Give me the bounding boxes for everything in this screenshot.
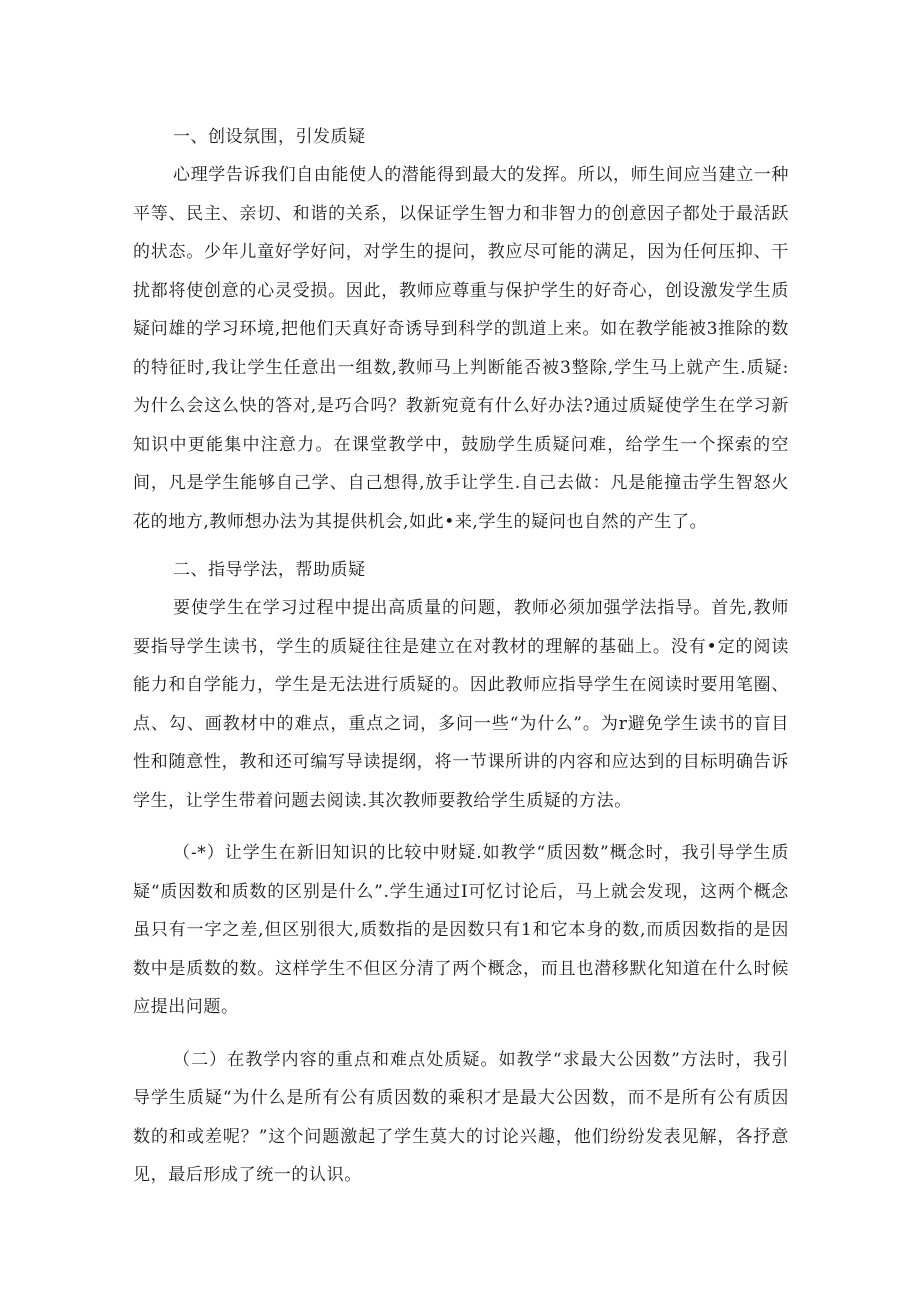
section-heading-2: 二、指导学法，帮助质疑 bbox=[173, 560, 366, 580]
spacer bbox=[133, 541, 789, 551]
section-2-paragraph-3: （二）在教学内容的重点和难点处质疑。如教学“求最大公因数”方法时，我引导学生质疑“为什么是所有公有质因数的乘积才是最大公因数，而不是所有公有质因数的和或差呢？”这个问题激起了学生莫大的讨论兴趣，他们纷纷发表见解，各抒意见，最后形成了统一的认识。 bbox=[133, 1049, 789, 1185]
spacer bbox=[133, 820, 789, 834]
spacer bbox=[133, 1027, 789, 1041]
section-2-paragraph-2: （-*）让学生在新旧知识的比较中财疑.如教学“质因数”概念时，我引导学生质疑“质因数和质数的区别是什么”.学生通过I可忆讨论后，马上就会发现，这两个概念虽只有一字之差,但区别很大,质数指的是因数只有1和它本身的数,而质因数指的是因数中是质数的数。这样学生不但区分清了两个概念，而且也潜移默化知道在什么时候应提出问题。 bbox=[133, 843, 789, 1017]
section-heading-1: 一、创设氛围，引发质疑 bbox=[173, 127, 366, 147]
document-body bbox=[133, 118, 789, 1195]
section-2-paragraph-1: 要使学生在学习过程中提出高质量的问题，教师必须加强学法指导。首先,教师要指导学生读书，学生的质疑往往是建立在对教材的理解的基础上。没有•定的阅读能力和自学能力，学生是无法进行质疑的。因此教师应指导学生在阅读时要用笔圈、点、勾、画教材中的难点，重点之词，多问一些“为什么”。为r避免学生读书的盲目性和随意性，教和还可编写导读提纲，将一节课所讲的内容和应达到的目标明确告诉学生，让学生带着问题去阅读.其次教师要教给学生质疑的方法。 bbox=[133, 598, 789, 811]
section-1-paragraph-1: 心理学告诉我们自由能使人的潜能得到最大的发挥。所以，师生间应当建立一种平等、民主、亲切、和谐的关系，以保证学生智力和非智力的创意因子都处于最活跃的状态。少年儿童好学好问，对学生的提问，教应尽可能的满足，因为任何压抑、干扰都将使创意的心灵受损。因此，教师应尊重与保护学生的好奇心，创设激发学生质疑问雄的学习环境,把他们天真好奇诱导到科学的凯道上来。如在教学能被3推除的数的特征时,我让学生任意出一组数,教师马上判断能否被3整除,学生马上就产生.质疑:为什么会这么快的答对,是巧合吗？教新宛竟有什么好办法?通过质疑使学生在学习新知识中更能集中注意力。在课堂教学中，鼓励学生质疑问难，给学生一个探索的空间，凡是学生能够自己学、自己想得,放手让学生.自己去做：凡是能撞击学生智怒火花的地方,教师想办法为其提供机会,如此•来,学生的疑问也自然的产生了。 bbox=[133, 165, 789, 532]
